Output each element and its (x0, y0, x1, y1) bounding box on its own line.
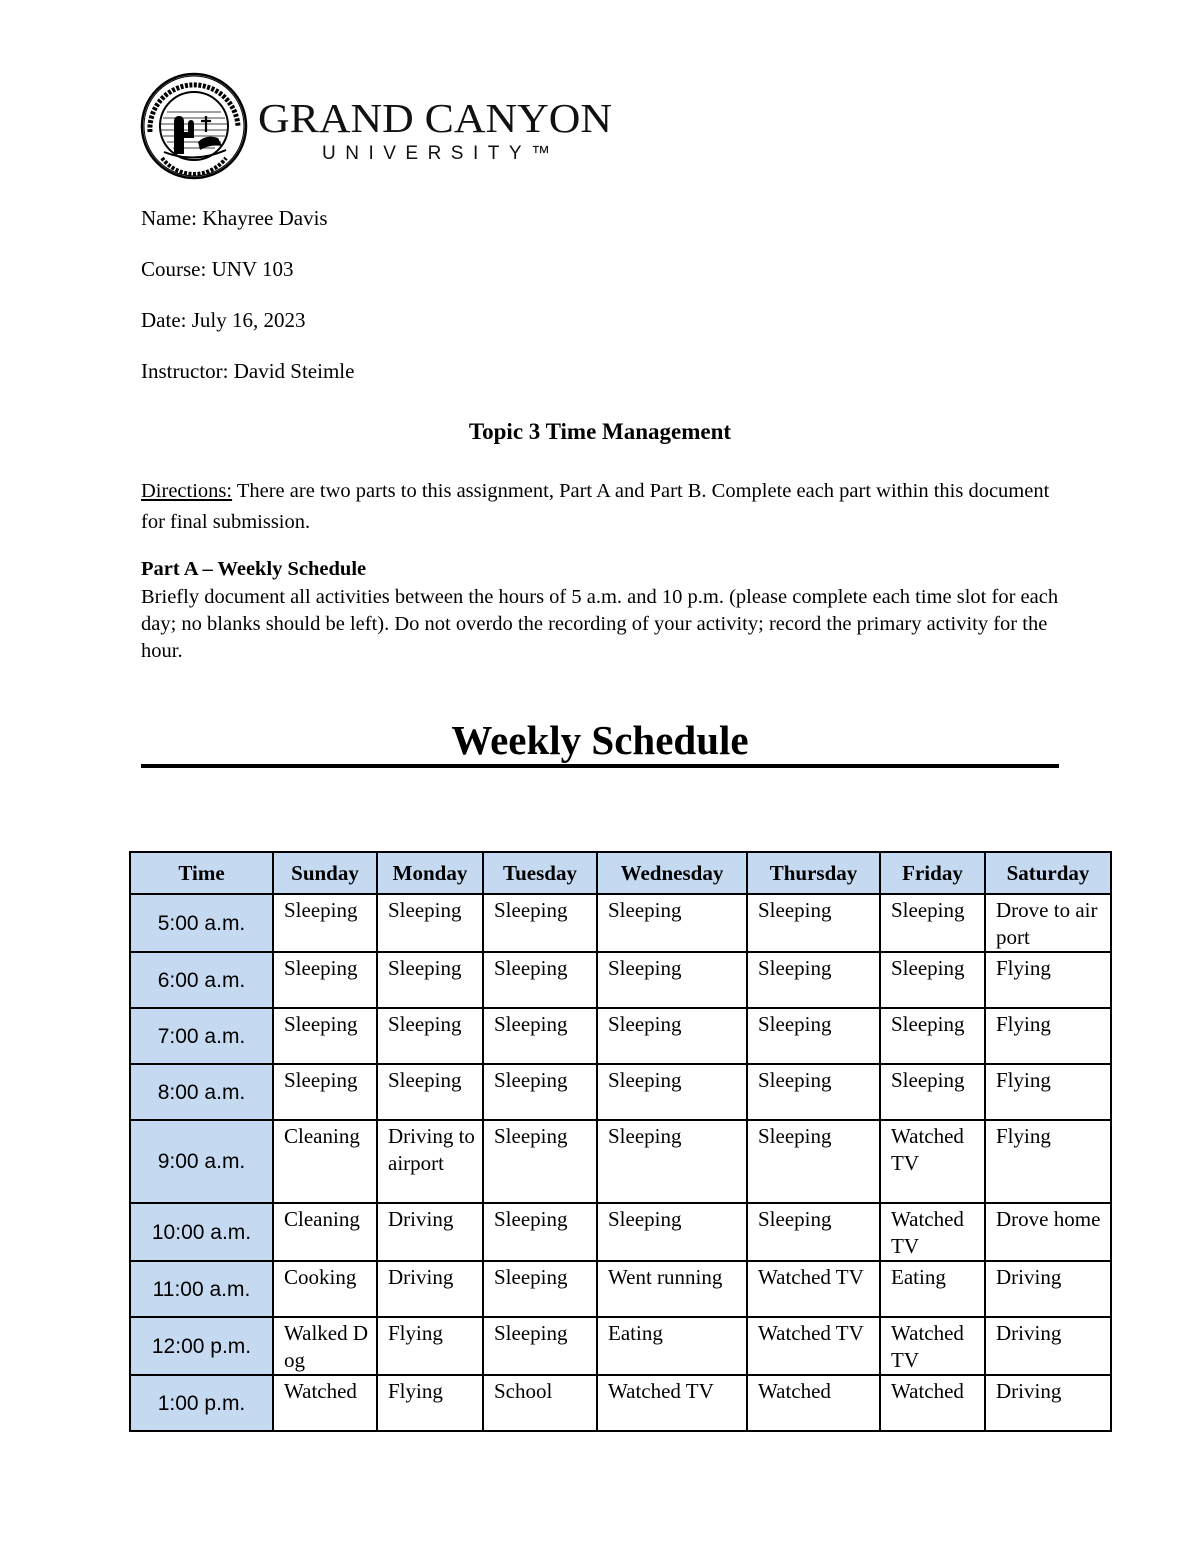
column-header: Friday (880, 852, 985, 894)
table-row (130, 952, 1111, 1008)
university-wordmark (256, 102, 616, 162)
activity-cell: Sleeping (880, 894, 985, 952)
activity-cell: Sleeping (597, 1120, 747, 1203)
activity-cell: Sleeping (377, 1064, 483, 1120)
activity-cell: Driving (985, 1261, 1111, 1317)
activity-cell: Sleeping (880, 1064, 985, 1120)
directions-paragraph (141, 476, 1061, 538)
activity-cell: Sleeping (483, 1317, 597, 1375)
activity-cell: Sleeping (483, 1008, 597, 1064)
activity-cell: Sleeping (377, 894, 483, 952)
activity-cell: Driving (377, 1261, 483, 1317)
activity-cell: Driving (377, 1203, 483, 1261)
activity-cell: Watched (880, 1375, 985, 1431)
activity-cell: Flying (985, 1008, 1111, 1064)
column-header: Time (130, 852, 273, 894)
activity-cell: Cleaning (273, 1203, 377, 1261)
part-a-heading: Part A – Weekly Schedule (141, 558, 367, 580)
university-logo (140, 72, 620, 184)
time-cell: 9:00 a.m. (130, 1120, 273, 1203)
svg-text:UNIVERSITY™: UNIVERSITY™ (322, 143, 550, 162)
title-underline-divider (141, 764, 1059, 768)
activity-cell: Sleeping (880, 952, 985, 1008)
activity-cell: Sleeping (597, 952, 747, 1008)
activity-cell: Sleeping (377, 952, 483, 1008)
activity-cell: Flying (985, 952, 1111, 1008)
table-row (130, 1203, 1111, 1261)
activity-cell: Watched TV (880, 1317, 985, 1375)
activity-cell: Driving (985, 1317, 1111, 1375)
table-row (130, 1375, 1111, 1431)
table-row (130, 1008, 1111, 1064)
activity-cell: Watched TV (880, 1120, 985, 1203)
activity-cell: Flying (985, 1064, 1111, 1120)
activity-cell: Watched TV (747, 1261, 880, 1317)
activity-cell: Went running (597, 1261, 747, 1317)
activity-cell: Sleeping (880, 1008, 985, 1064)
time-cell: 6:00 a.m. (130, 952, 273, 1008)
time-cell: 7:00 a.m. (130, 1008, 273, 1064)
activity-cell: Sleeping (747, 894, 880, 952)
activity-cell: Flying (985, 1120, 1111, 1203)
activity-cell: Eating (597, 1317, 747, 1375)
activity-cell: Driving to airport (377, 1120, 483, 1203)
column-header: Monday (377, 852, 483, 894)
activity-cell: Watched (747, 1375, 880, 1431)
activity-cell: Watched TV (597, 1375, 747, 1431)
activity-cell: Sleeping (597, 1008, 747, 1064)
table-row (130, 894, 1111, 952)
table-header-row (130, 852, 1111, 894)
university-seal-icon (140, 72, 248, 180)
table-row (130, 1261, 1111, 1317)
activity-cell: Sleeping (483, 1120, 597, 1203)
submission-date: Date: July 16, 2023 (141, 308, 306, 332)
time-cell: 10:00 a.m. (130, 1203, 273, 1261)
activity-cell: School (483, 1375, 597, 1431)
time-cell: 5:00 a.m. (130, 894, 273, 952)
time-cell: 12:00 p.m. (130, 1317, 273, 1375)
table-row (130, 1120, 1111, 1203)
time-cell: 8:00 a.m. (130, 1064, 273, 1120)
column-header: Sunday (273, 852, 377, 894)
activity-cell: Sleeping (747, 1008, 880, 1064)
activity-cell: Sleeping (273, 1008, 377, 1064)
part-a-instructions: Briefly document all activities between the hours of 5 a.m. and 10 p.m. (please complete each time slot for each day; no blanks should be left). Do not overdo the recording of your activity; record the primary activity for the hour. (141, 586, 1059, 662)
column-header: Saturday (985, 852, 1111, 894)
activity-cell: Sleeping (597, 1203, 747, 1261)
activity-cell: Sleeping (273, 952, 377, 1008)
directions-text: There are two parts to this assignment, Part A and Part B. Complete each part within this document for final submission. (141, 480, 1050, 533)
activity-cell: Sleeping (483, 952, 597, 1008)
activity-cell: Sleeping (597, 1064, 747, 1120)
activity-cell: Sleeping (747, 1120, 880, 1203)
student-name: Name: Khayree Davis (141, 206, 328, 230)
activity-cell: Walked Dog (273, 1317, 377, 1375)
activity-cell: Sleeping (483, 1064, 597, 1120)
weekly-schedule-title: Weekly Schedule (451, 717, 749, 763)
instructor-name: Instructor: David Steimle (141, 359, 355, 383)
activity-cell: Flying (377, 1317, 483, 1375)
activity-cell: Sleeping (747, 952, 880, 1008)
activity-cell: Sleeping (273, 894, 377, 952)
column-header: Wednesday (597, 852, 747, 894)
activity-cell: Sleeping (597, 894, 747, 952)
activity-cell: Sleeping (273, 1064, 377, 1120)
activity-cell: Drove home (985, 1203, 1111, 1261)
activity-cell: Sleeping (483, 1261, 597, 1317)
activity-cell: Sleeping (747, 1064, 880, 1120)
time-cell: 1:00 p.m. (130, 1375, 273, 1431)
activity-cell: Watched (273, 1375, 377, 1431)
activity-cell: Drove to airport (985, 894, 1111, 952)
svg-text:GRAND CANYON: GRAND CANYON (258, 102, 612, 141)
time-cell: 11:00 a.m. (130, 1261, 273, 1317)
topic-title: Topic 3 Time Management (468, 419, 732, 444)
directions-label: Directions: (141, 480, 233, 502)
activity-cell: Driving (985, 1375, 1111, 1431)
table-row (130, 1064, 1111, 1120)
column-header: Tuesday (483, 852, 597, 894)
column-header: Thursday (747, 852, 880, 894)
activity-cell: Watched TV (747, 1317, 880, 1375)
activity-cell: Watched TV (880, 1203, 985, 1261)
activity-cell: Eating (880, 1261, 985, 1317)
activity-cell: Sleeping (483, 894, 597, 952)
weekly-schedule-table (129, 851, 1112, 1432)
course-name: Course: UNV 103 (141, 257, 294, 281)
table-row (130, 1317, 1111, 1375)
activity-cell: Cleaning (273, 1120, 377, 1203)
activity-cell: Sleeping (747, 1203, 880, 1261)
activity-cell: Flying (377, 1375, 483, 1431)
activity-cell: Sleeping (483, 1203, 597, 1261)
activity-cell: Cooking (273, 1261, 377, 1317)
activity-cell: Sleeping (377, 1008, 483, 1064)
